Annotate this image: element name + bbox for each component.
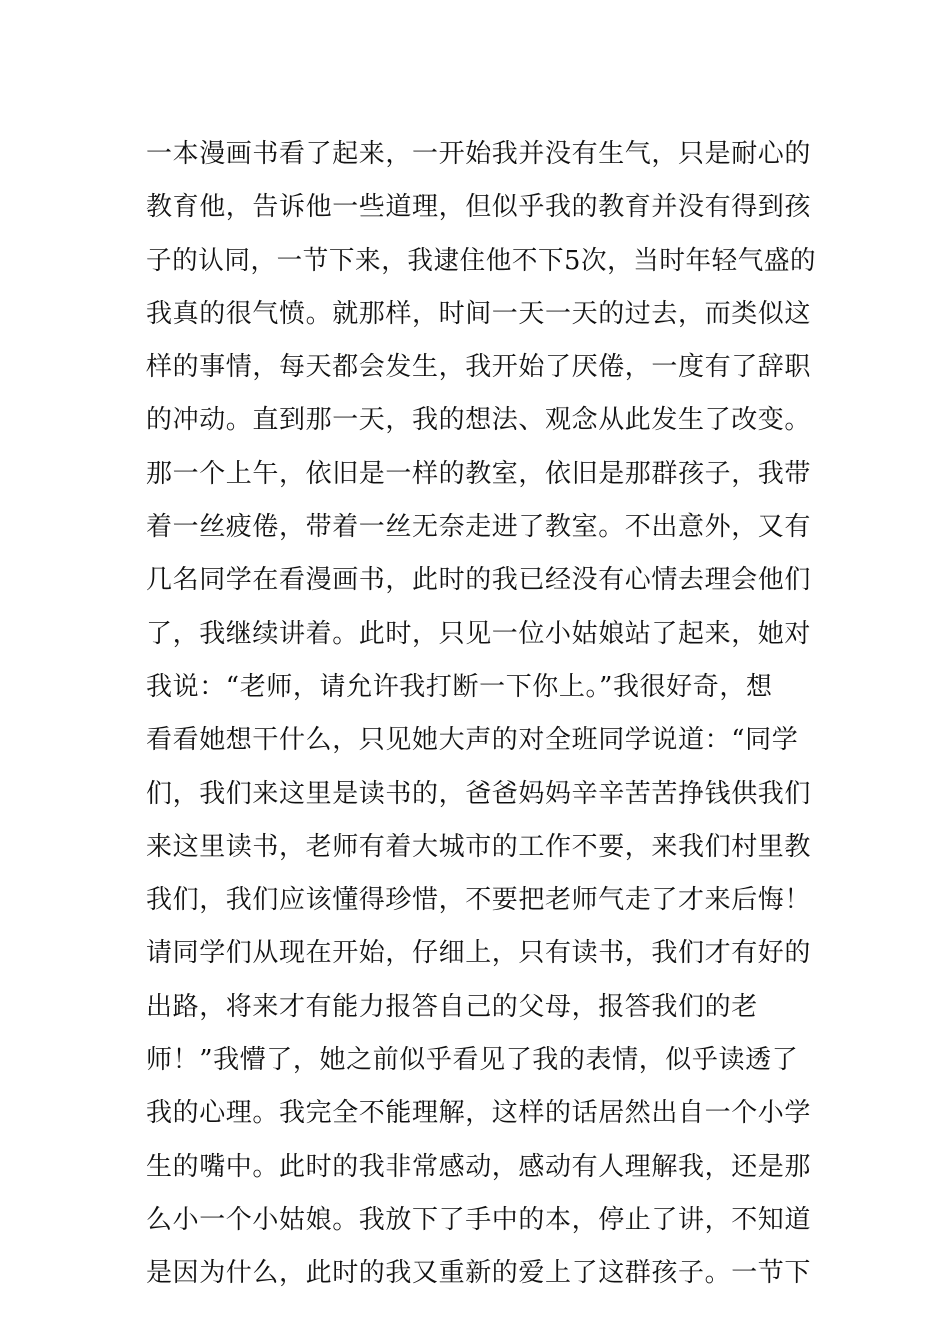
text-line: 了，我继续讲着。此时，只见一位小姑娘站了起来，她对 — [146, 618, 812, 649]
text-line: 请同学们从现在开始，仔细上，只有读书，我们才有好的 — [146, 938, 812, 969]
text-line: 出路，将来才有能力报答自己的父母，报答我们的老 — [146, 991, 758, 1022]
body-text — [146, 128, 816, 1301]
text-line: 几名同学在看漫画书，此时的我已经没有心情去理会他们 — [146, 565, 812, 596]
text-line: 是因为什么，此时的我又重新的爱上了这群孩子。一节下 — [146, 1258, 812, 1289]
text-line: 着一丝疲倦，带着一丝无奈走进了教室。不出意外，又有 — [146, 512, 812, 543]
text-line: 师！”我懵了，她之前似乎看见了我的表情，似乎读透了 — [146, 1045, 799, 1076]
text-line: 我们，我们应该懂得珍惜，不要把老师气走了才来后悔！ — [146, 885, 812, 916]
text-line: 我真的很气愤。就那样，时间一天一天的过去，而类似这 — [146, 298, 812, 329]
text-line: 生的嘴中。此时的我非常感动，感动有人理解我，还是那 — [146, 1151, 812, 1182]
text-line: 样的事情，每天都会发生，我开始了厌倦，一度有了辞职 — [146, 352, 812, 383]
text-line: 子的认同，一节下来，我逮住他不下5次，当时年轻气盛的 — [146, 245, 817, 276]
text-line: 教育他，告诉他一些道理，但似乎我的教育并没有得到孩 — [146, 192, 812, 223]
text-line: 一本漫画书看了起来，一开始我并没有生气，只是耐心的 — [146, 139, 812, 169]
text-line: 我的心理。我完全不能理解，这样的话居然出自一个小学 — [146, 1098, 812, 1129]
text-line: 我说：“老师，请允许我打断一下你上。”我很好奇，想 — [146, 671, 773, 702]
text-line: 们，我们来这里是读书的，爸爸妈妈辛辛苦苦挣钱供我们 — [146, 778, 812, 809]
text-line: 看看她想干什么，只见她大声的对全班同学说道：“同学 — [146, 725, 799, 756]
text-line: 的冲动。直到那一天，我的想法、观念从此发生了改变。 — [146, 405, 812, 436]
text-line: 么小一个小姑娘。我放下了手中的本，停止了讲，不知道 — [146, 1204, 812, 1235]
text-line: 来这里读书，老师有着大城市的工作不要，来我们村里教 — [146, 831, 812, 862]
text-line: 那一个上午，依旧是一样的教室，依旧是那群孩子，我带 — [146, 458, 812, 489]
